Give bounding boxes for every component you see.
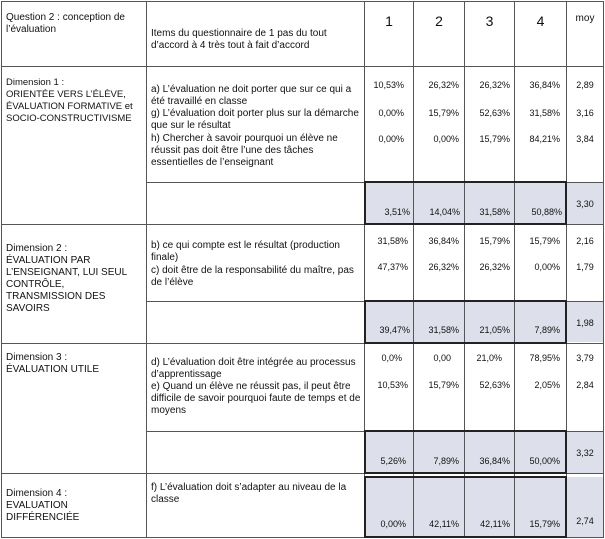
grid-line [603,1,604,538]
item-b-text: b) ce qui compte est le résultat (production finale) [151,240,340,263]
item-e-text: e) Quand un élève ne réussit pas, il peut être difficile de savoir pourquoi faute de temps et de moyens [151,381,361,416]
d2-b-val-1: 31,58% [377,236,408,246]
d4-summary-val-4: 15,79% [529,519,560,529]
d1-summary-val-2: 14,04% [429,207,460,217]
column-header-1: 1 [385,13,393,29]
d1-a-val-3: 26,32% [479,80,510,90]
d1-h-val-1: 0,00% [378,134,404,144]
d3-d-val-3: 21,0% [476,353,502,363]
d1-g-val-4: 31,58% [529,108,560,118]
dimension-4-title: Dimension 4 : EVALUATION DIFFÉRENCIÉE [6,488,80,523]
question-title: Question 2 : conception de l’évaluation [6,12,125,35]
item-f-text: f) L’évaluation doit s’adapter au niveau de la classe [151,482,347,505]
d3-d-val-4: 78,95% [529,353,560,363]
d1-summary-val-1: 3,51% [384,207,410,217]
d3-d-val-2: 0,00 [433,353,451,363]
d2-c-val-2: 26,32% [428,262,459,272]
d2-summary-val-1: 39,47% [379,325,410,335]
column-header-2: 2 [435,13,443,29]
d2-c-val-4: 0,00% [534,262,560,272]
d3-d-val-1: 0,0% [381,353,402,363]
item-c-text: c) doit être de la responsabilité du maître, pas de l’élève [151,265,354,288]
item-d-text: d) L’évaluation doit être intégrée au processus d’apprentissage [151,357,356,380]
grid-line [1,1,2,538]
d4-summary-moy: 2,74 [576,516,594,526]
dimension-3-title: Dimension 3 : ÉVALUATION UTILE [6,352,99,375]
d3-summary-val-1: 5,26% [380,456,406,466]
d3-summary-val-2: 7,89% [433,456,459,466]
d4-summary-val-1: 0,00% [380,519,406,529]
d1-g-val-2: 15,79% [428,108,459,118]
column-header-moy: moy [575,13,595,24]
d1-g-moy: 3,16 [576,108,594,118]
d3-e-val-2: 15,79% [428,380,459,390]
d2-summary-val-4: 7,89% [534,325,560,335]
d1-a-moy: 2,89 [576,80,594,90]
d2-summary-val-2: 31,58% [428,325,459,335]
d2-b-val-2: 36,84% [428,236,459,246]
d2-summary-moy: 1,98 [576,318,594,328]
d2-c-val-1: 47,37% [377,262,408,272]
d1-a-val-1: 10,53% [373,80,404,90]
d2-c-val-3: 26,32% [479,262,510,272]
dimension-1-title: Dimension 1 : ORIENTÉE VERS L’ÉLÈVE, ÉVALUATION FORMATIVE et SOCIO-CONSTRUCTIVISME [6,77,133,124]
d3-e-val-3: 52,63% [479,380,510,390]
d2-b-moy: 2,16 [576,236,594,246]
d1-h-val-2: 0,00% [433,134,459,144]
item-g-text: g) L’évaluation doit porter plus sur la démarche que sur le résultat [151,108,359,131]
d1-h-moy: 3,84 [576,134,594,144]
d1-summary-val-3: 31,58% [479,207,510,217]
summary-box [364,300,567,344]
d3-summary-val-4: 50,00% [529,456,560,466]
d3-e-moy: 2,84 [576,380,594,390]
d1-summary-val-4: 50,88% [531,207,562,217]
d3-e-val-1: 10,53% [377,380,408,390]
d2-b-val-4: 15,79% [529,236,560,246]
column-header-3: 3 [485,13,494,29]
d1-a-val-4: 36,84% [529,80,560,90]
d3-summary-val-3: 36,84% [479,456,510,466]
grid-line [146,1,147,538]
d3-d-moy: 3,79 [576,353,594,363]
item-a-text: a) L’évaluation ne doit porter que sur ce qui a été travaillé en classe [151,84,352,107]
d1-a-val-2: 26,32% [428,80,459,90]
d1-g-val-1: 0,00% [378,108,404,118]
item-h-text: h) Chercher à savoir pourquoi un élève ne réussit pas doit être l’une des tâches essentielles de l’enseignant [151,133,338,168]
column-header-4: 4 [536,13,545,29]
d1-h-val-4: 84,21% [529,134,560,144]
dimension-2-title: Dimension 2 : ÉVALUATION PAR L’ENSEIGNANT, LUI SEUL CONTRÔLE, TRANSMISSION DES SAVOIRS [6,243,127,314]
d2-b-val-3: 15,79% [479,236,510,246]
d2-summary-val-3: 21,05% [479,325,510,335]
d1-h-val-3: 15,79% [479,134,510,144]
d3-e-val-4: 2,05% [534,380,560,390]
d2-c-moy: 1,79 [576,262,594,272]
summary-box [364,181,567,225]
d3-summary-moy: 3,32 [576,448,594,458]
summary-box [364,430,567,474]
d4-summary-val-3: 42,11% [480,519,510,529]
d1-summary-moy: 3,30 [576,199,594,209]
d1-g-val-3: 52,63% [479,108,510,118]
items-description: Items du questionnaire de 1 pas du tout d’accord à 4 très tout à fait d’accord [151,28,327,51]
d4-summary-val-2: 42,11% [429,519,459,529]
